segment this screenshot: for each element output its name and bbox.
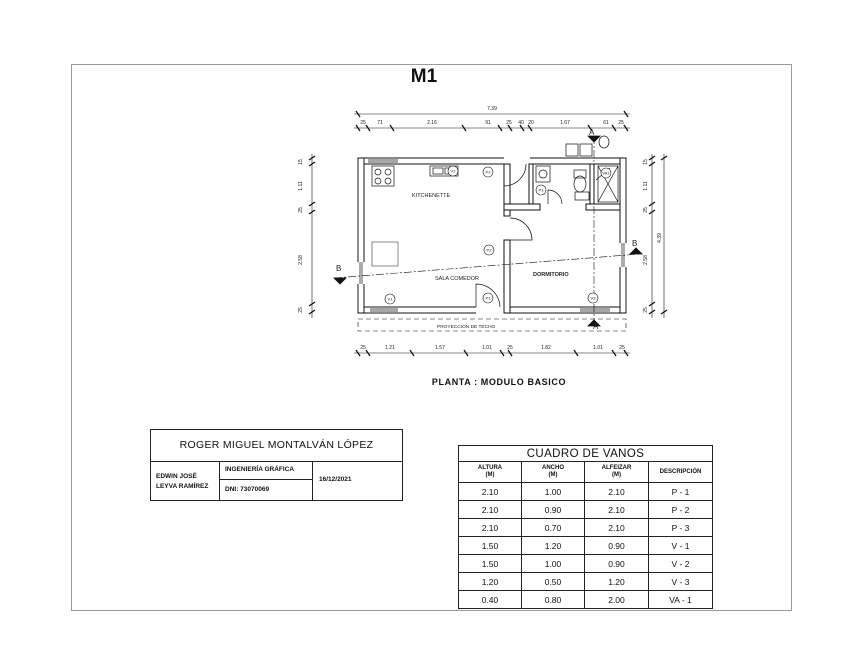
dimension-lines (312, 114, 664, 353)
drawing-date: 16/12/2021 (319, 476, 352, 483)
tag-p3-b: P3 (538, 187, 544, 193)
dim-top-1: 71 (377, 120, 383, 126)
header-alfeizar (585, 462, 649, 483)
dim-bottom-4: 25 (507, 345, 513, 351)
table-row (459, 591, 713, 609)
dim-top-7: 1.67 (560, 120, 570, 126)
cell-alfeizar: 0.90 (585, 537, 649, 555)
dim-top-8: 61 (603, 120, 609, 126)
room-label-kitchen: KITCHENETTE (412, 193, 451, 199)
section-label-a-bottom: A (593, 322, 599, 331)
dim-right-2: 25 (643, 207, 649, 213)
dim-right-0: 15 (643, 159, 649, 165)
openings-table (458, 445, 713, 609)
dim-bottom-1: 1.21 (385, 345, 395, 351)
tag-p2: P2 (486, 247, 492, 253)
cell-ancho: 0.80 (522, 591, 585, 609)
dim-bottom-0: 25 (360, 345, 366, 351)
cell-alfeizar: 0.90 (585, 555, 649, 573)
cell-ancho: 1.20 (522, 537, 585, 555)
cell-alfeizar: 2.10 (585, 519, 649, 537)
cell-descripcion: P - 1 (649, 483, 713, 501)
table-row (459, 519, 713, 537)
section-arrow-b-right (630, 248, 642, 254)
cell-alfeizar: 2.10 (585, 483, 649, 501)
tag-p1: P1 (485, 295, 491, 301)
sheet-title: M1 (410, 66, 438, 87)
dim-right-4: 25 (643, 307, 649, 313)
dim-left-1: 1.11 (298, 181, 304, 191)
cell-altura: 2.10 (459, 483, 522, 501)
instructor-line-2: LEYVA RAMÍREZ (156, 483, 209, 490)
dim-right-3: 2.58 (643, 255, 649, 265)
header-altura-1: ALTURA (477, 465, 503, 471)
tag-v3: V3 (590, 295, 596, 301)
dim-top-4: 25 (506, 120, 512, 126)
dim-bottom-5: 1.82 (541, 345, 551, 351)
instructor-line-1: EDWIN JOSÉ (156, 473, 197, 480)
cell-descripcion: P - 2 (649, 501, 713, 519)
dim-right-1: 1.11 (643, 181, 649, 191)
tag-v1: V1 (387, 296, 393, 302)
cell-altura: 2.10 (459, 501, 522, 519)
cell-altura: 0.40 (459, 591, 522, 609)
tag-v2: V2 (450, 168, 456, 174)
header-ancho (522, 462, 585, 483)
tag-va1: VA1 (602, 170, 610, 176)
student-dni: DNI: 73070069 (220, 480, 313, 500)
cell-altura: 1.20 (459, 573, 522, 591)
author-name: ROGER MIGUEL MONTALVÁN LÓPEZ (151, 430, 402, 462)
cell-ancho: 1.00 (522, 483, 585, 501)
cell-altura: 2.10 (459, 519, 522, 537)
room-label-bedroom: DORMITORIO (533, 272, 569, 278)
table-row (459, 483, 713, 501)
dim-bottom-6: 1.01 (593, 345, 603, 351)
header-descripcion: DESCRIPCIÓN (649, 462, 713, 483)
dim-right-total: 4.39 (657, 233, 663, 243)
roof-projection-label: PROYECCION DE TECHO (437, 325, 496, 330)
dim-bottom-3: 1.01 (482, 345, 492, 351)
table-row (459, 537, 713, 555)
course-name: INGENIERÍA GRÁFICA (220, 461, 313, 480)
cell-ancho: 0.90 (522, 501, 585, 519)
cell-ancho: 1.00 (522, 555, 585, 573)
cell-ancho: 0.50 (522, 573, 585, 591)
dim-left-3: 2.58 (298, 255, 304, 265)
header-ancho-2: (M) (548, 472, 558, 478)
section-label-b-right: B (632, 239, 638, 248)
cell-descripcion: VA - 1 (649, 591, 713, 609)
cell-descripcion: P - 3 (649, 519, 713, 537)
kitchen-fixtures (372, 166, 458, 266)
dim-bottom-2: 1.57 (435, 345, 445, 351)
dim-bottom-7: 25 (619, 345, 625, 351)
cell-alfeizar: 2.00 (585, 591, 649, 609)
dim-top-0: 25 (360, 120, 366, 126)
dim-top-5: 40 (518, 120, 524, 126)
title-block (150, 429, 403, 501)
cell-altura: 1.50 (459, 555, 522, 573)
dim-top-total: 7.39 (487, 106, 497, 112)
cell-descripcion: V - 3 (649, 573, 713, 591)
header-altura-2: (M) (485, 472, 495, 478)
section-label-b-left: B (336, 264, 342, 273)
plan-caption: PLANTA : MODULO BASICO (431, 377, 567, 387)
dim-top-9: 25 (618, 120, 624, 126)
cell-altura: 1.50 (459, 537, 522, 555)
dim-left-2: 25 (298, 207, 304, 213)
tag-p3-a: P3 (485, 169, 491, 175)
dim-top-2: 2.16 (427, 120, 437, 126)
header-ancho-1: ANCHO (542, 465, 564, 471)
dim-left-0: 15 (298, 159, 304, 165)
cell-descripcion: V - 2 (649, 555, 713, 573)
header-alfeizar-2: (M) (612, 472, 621, 478)
dim-top-3: 91 (485, 120, 491, 126)
section-label-a-top: A (589, 128, 595, 137)
dim-top-6: 20 (528, 120, 534, 126)
section-arrow-b-left (334, 278, 346, 284)
table-row (459, 555, 713, 573)
cell-descripcion: V - 1 (649, 537, 713, 555)
cell-alfeizar: 1.20 (585, 573, 649, 591)
table-row (459, 501, 713, 519)
opening-tag-circles (385, 166, 611, 304)
header-alfeizar-1: ALFEIZAR (601, 465, 632, 471)
openings-table-caption: CUADRO DE VANOS (459, 446, 713, 462)
table-row (459, 573, 713, 591)
room-label-living: SALA COMEDOR (435, 276, 480, 282)
interior-walls (504, 164, 620, 313)
cell-ancho: 0.70 (522, 519, 585, 537)
dim-left-4: 25 (298, 307, 304, 313)
cell-alfeizar: 2.10 (585, 501, 649, 519)
instructor-cell (151, 461, 220, 500)
header-altura (459, 462, 522, 483)
